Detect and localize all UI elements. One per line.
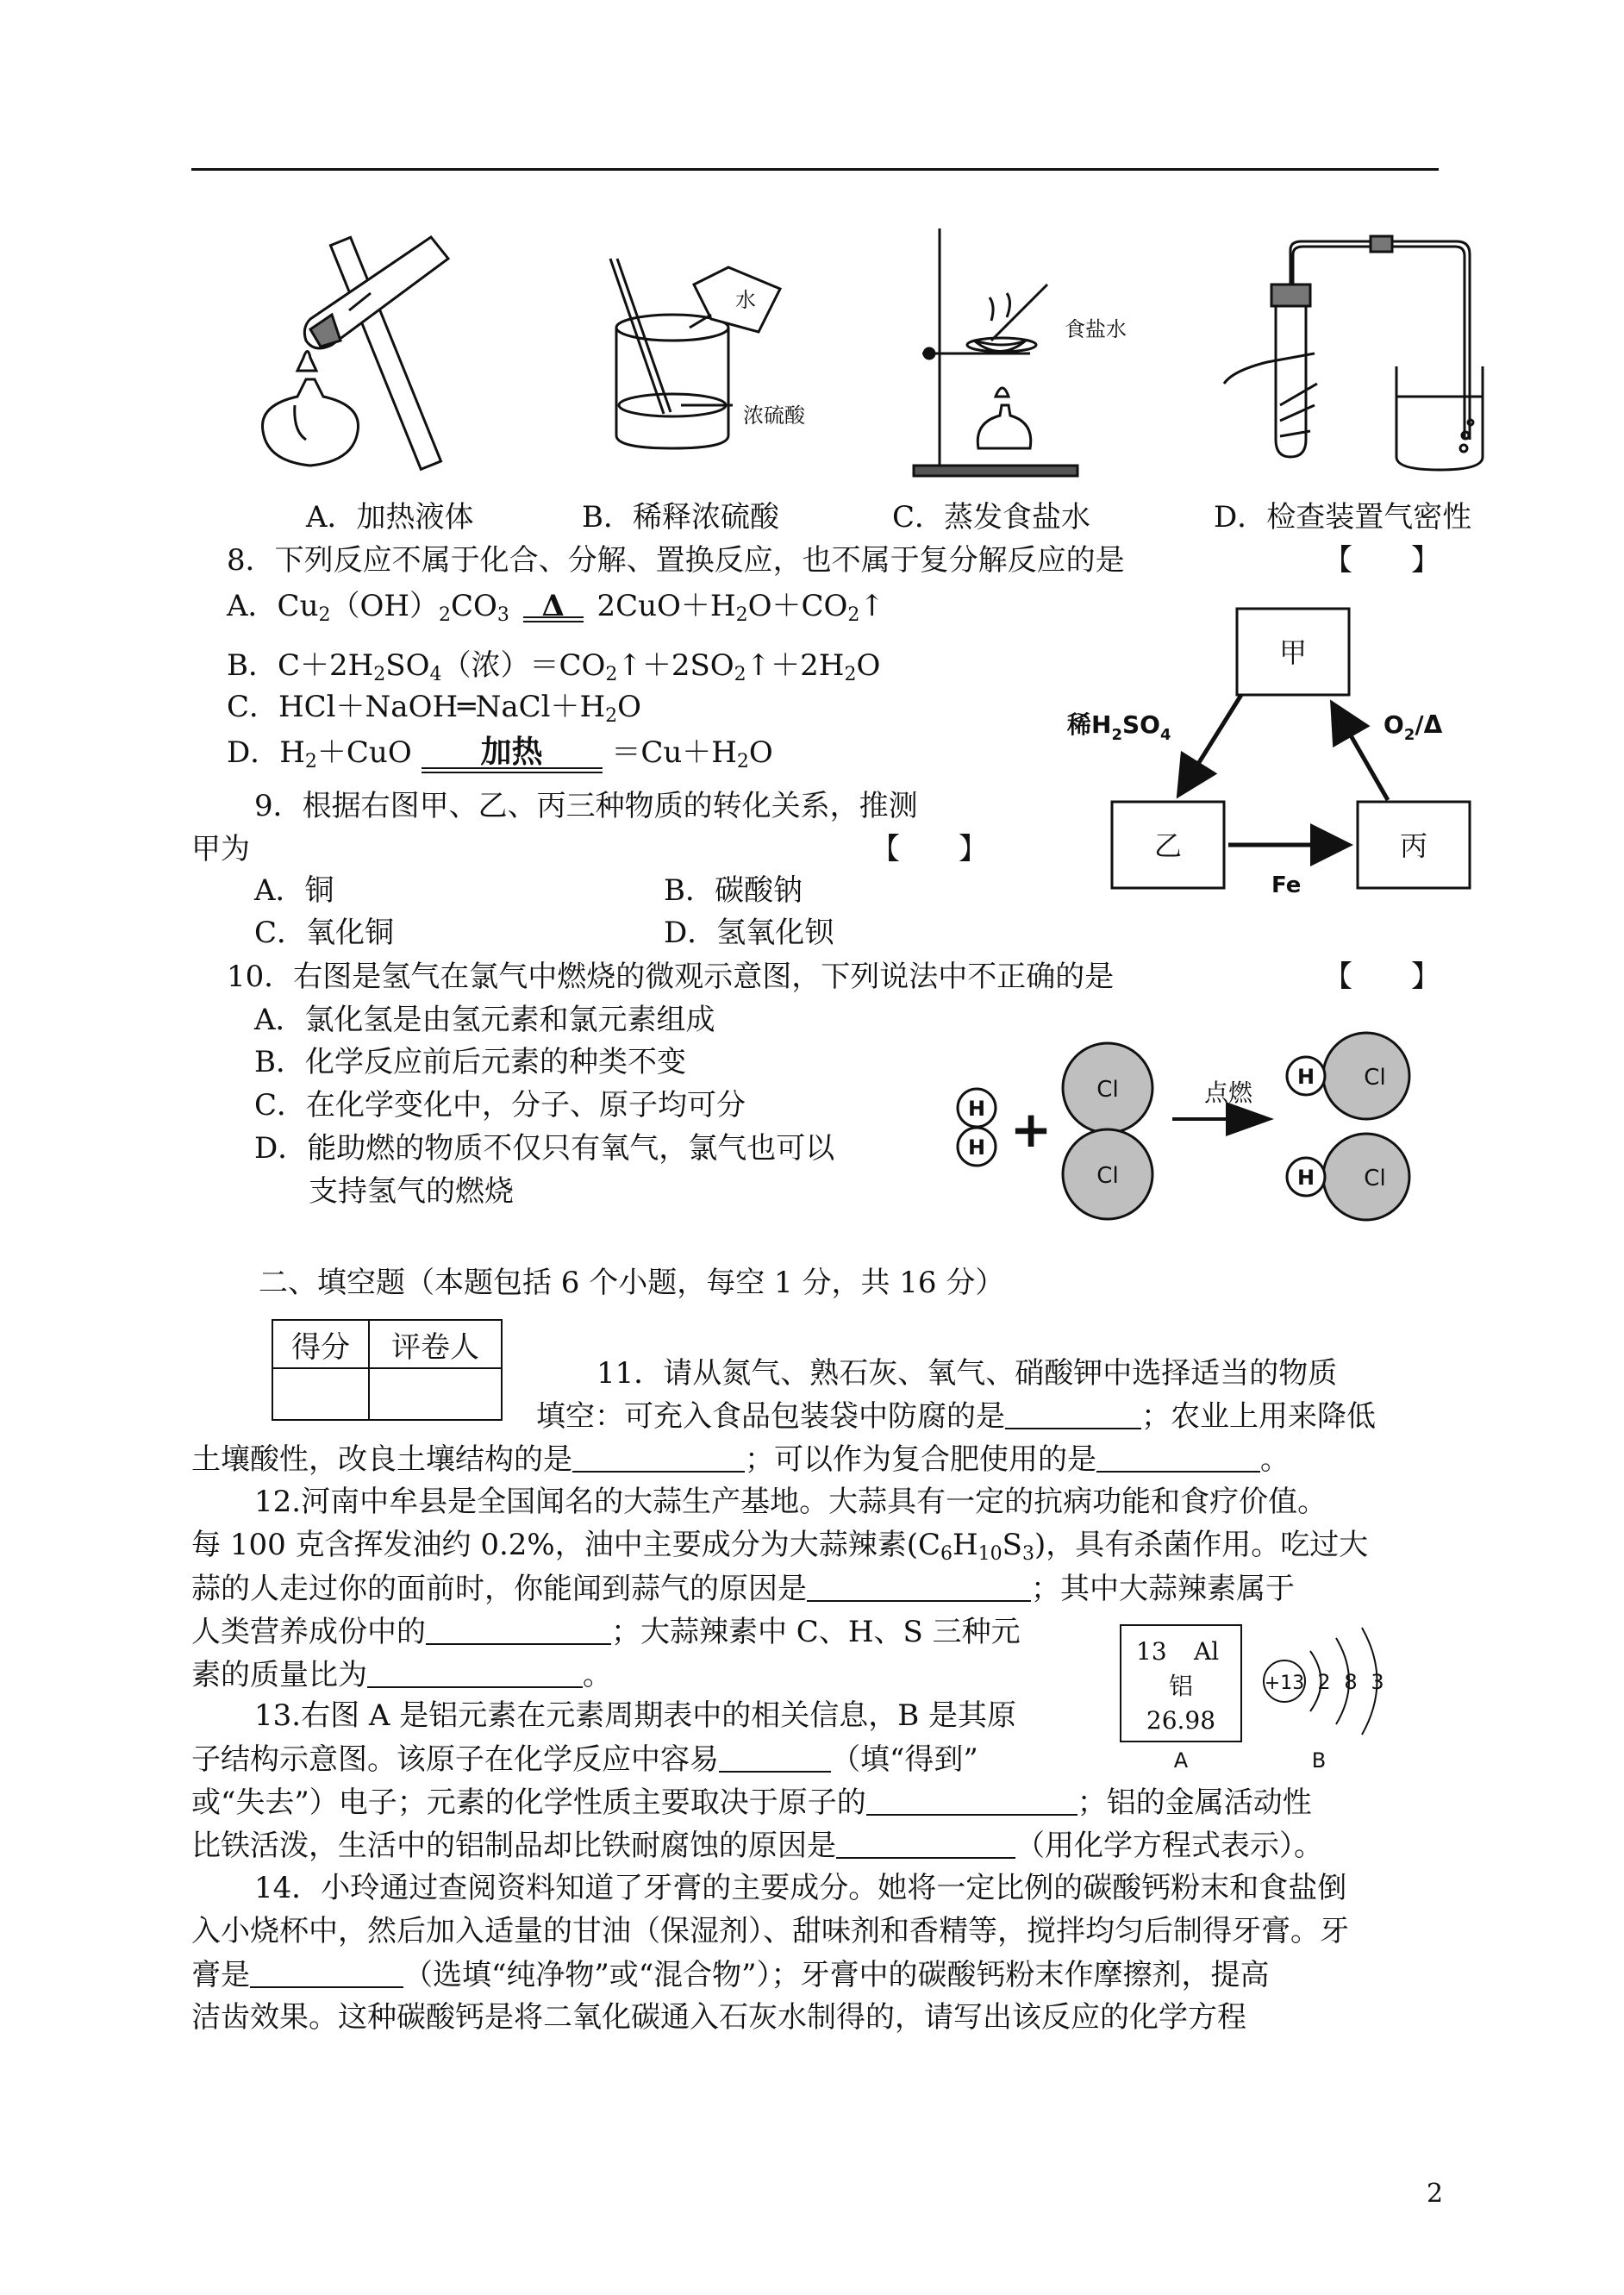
q10-option-d-line1: D．能助燃的物质不仅只有氧气，氯气也可以 xyxy=(254,1131,835,1166)
cl-atom-1-label: Cl xyxy=(1096,1077,1119,1103)
heat-condition-d: 加热 xyxy=(422,735,603,770)
box-yi-label: 乙 xyxy=(1153,829,1183,862)
q10-option-a: A．氯化氢是由氢元素和氯元素组成 xyxy=(254,1003,715,1037)
q9-stem-line2: 甲为 xyxy=(191,832,250,866)
figure-label-a: A xyxy=(1173,1748,1189,1773)
q11-line3: 土壤酸性，改良土壤结构的是 ；可以作为复合肥使用的是 。 xyxy=(191,1442,1290,1477)
q14-line4: 洁齿效果。这种碳酸钙是将二氧化碳通入石灰水制得的，请写出该反应的化学方程 xyxy=(191,2000,1246,2035)
element-mass: 26.98 xyxy=(1146,1706,1216,1735)
shell-3-count: 3 xyxy=(1371,1670,1384,1694)
q13-line3: 或“失去”）电子；元素的化学性质主要取决于原子的 ；铝的金属活动性 xyxy=(191,1785,1312,1820)
h-atom-2-label: H xyxy=(967,1135,986,1160)
q13-line4: 比铁活泼，生活中的铝制品却比铁耐腐蚀的原因是 （用化学方程式表示）。 xyxy=(191,1829,1323,1863)
q9-stem-line1: 9．根据右图甲、乙、丙三种物质的转化关系，推测 xyxy=(254,789,918,823)
o2-label: $O_2/\Delta$ xyxy=(1384,710,1443,744)
q11-line2: 填空：可充入食品包装袋中防腐的是 ；农业上用来降低 xyxy=(536,1399,1376,1434)
q10-bracket: 【 】 xyxy=(1323,960,1440,994)
q14-line2: 入小烧杯中，然后加入适量的甘油（保湿剂）、甜味剂和香精等，搅拌均匀后制得牙膏。牙 xyxy=(191,1914,1349,1948)
heat-condition: Δ xyxy=(519,589,588,623)
q11-line1: 11．请从氮气、熟石灰、氧气、硝酸钾中选择适当的物质 xyxy=(597,1356,1338,1391)
q12-line5: 素的质量比为 。 xyxy=(191,1658,612,1692)
h-atom-1-label: H xyxy=(967,1097,986,1121)
ignite-label: 点燃 xyxy=(1203,1079,1253,1107)
q8-bracket: 【 】 xyxy=(1323,543,1440,578)
q13-line2: 子结构示意图。该原子在化学反应中容易 （填“得到” xyxy=(191,1742,978,1777)
shell-1-count: 2 xyxy=(1317,1670,1331,1694)
option-b-label: B．稀释浓硫酸 xyxy=(582,500,779,535)
shell-2-count: 8 xyxy=(1344,1670,1358,1694)
q9-bracket: 【 】 xyxy=(871,832,988,866)
element-symbol: Al xyxy=(1194,1637,1220,1666)
hcl-2-h-label: H xyxy=(1296,1166,1315,1190)
q14-blank-1[interactable] xyxy=(250,1957,403,1988)
figure-label-b: B xyxy=(1311,1748,1327,1773)
q12-line3: 蒜的人走过你的面前时，你能闻到蒜气的原因是 ；其中大蒜辣素属于 xyxy=(191,1572,1295,1606)
salt-water-label: 食盐水 xyxy=(1065,317,1127,341)
q10-option-b: B．化学反应前后元素的种类不变 xyxy=(254,1045,686,1079)
element-name: 铝 xyxy=(1168,1672,1194,1700)
hcl-2-cl-label: Cl xyxy=(1364,1166,1386,1191)
q12-line1: 12.河南中牟县是全国闻名的大蒜生产基地。大蒜具有一定的抗病功能和食疗价值。 xyxy=(254,1485,1327,1519)
q9-option-d: D．氢氧化钡 xyxy=(664,916,834,950)
box-bing-label: 丙 xyxy=(1399,829,1428,862)
nucleus-charge: +13 xyxy=(1264,1673,1305,1694)
q10-option-c: C．在化学变化中，分子、原子均可分 xyxy=(254,1088,746,1122)
fe-label: Fe xyxy=(1271,872,1302,898)
q8-option-c: C．$HCl+NaOH═NaCl+H_2O$ xyxy=(227,690,642,727)
score-head: 得分 xyxy=(272,1320,369,1368)
section2-title: 二、填空题（本题包括 6 个小题，每空 1 分，共 16 分） xyxy=(259,1266,1005,1300)
q9-option-c: C．氧化铜 xyxy=(254,916,395,950)
page-number: 2 xyxy=(1427,2179,1444,2209)
q8-option-d: D．$H_2+CuO$ 加热 $=Cu+H_2O$ xyxy=(227,734,773,772)
q9-option-a: A．铜 xyxy=(254,873,334,908)
q12-line2: 每 100 克含挥发油约 0.2%，油中主要成分为大蒜辣素$(C_6H_{10}S_3)$，具有杀菌作用。吃过大 xyxy=(191,1528,1369,1565)
q13-line1: 13.右图 A 是铝元素在元素周期表中的相关信息，B 是其原 xyxy=(254,1698,1017,1733)
water-label: 水 xyxy=(735,288,756,312)
hcl-1-h-label: H xyxy=(1296,1065,1315,1089)
element-number: 13 xyxy=(1136,1637,1167,1666)
plus-sign: + xyxy=(1009,1100,1052,1159)
q10-option-d-line2: 支持氢气的燃烧 xyxy=(309,1174,514,1209)
option-d-label: D．检查装置气密性 xyxy=(1214,500,1472,535)
q13-blank-3[interactable] xyxy=(836,1828,1015,1859)
q14-line1: 14．小玲通过查阅资料知道了牙膏的主要成分。她将一定比例的碳酸钙粉末和食盐倒 xyxy=(254,1871,1347,1905)
hcl-1-cl-label: Cl xyxy=(1364,1065,1386,1091)
box-jia-label: 甲 xyxy=(1278,636,1308,669)
conc-acid-label: 浓硫酸 xyxy=(743,403,805,428)
q10-stem: 10．右图是氢气在氯气中燃烧的微观示意图，下列说法中不正确的是 xyxy=(227,960,1115,994)
q8-option-a: A．$Cu_2(OH)_2CO_3$ Δ $2CuO+H_2O+CO_2↑$ xyxy=(227,589,884,626)
grader-head: 评卷人 xyxy=(369,1320,502,1368)
option-a-label: A．加热液体 xyxy=(306,500,474,535)
q12-line4: 人类营养成份中的 ；大蒜辣素中 C、H、S 三种元 xyxy=(191,1615,1021,1649)
q8-stem: 8．下列反应不属于化合、分解、置换反应，也不属于复分解反应的是 xyxy=(227,543,1125,578)
cl-atom-2-label: Cl xyxy=(1096,1163,1119,1189)
q9-option-b: B．碳酸钠 xyxy=(664,873,803,908)
option-c-label: C．蒸发食盐水 xyxy=(892,500,1091,535)
q8-option-b: B．$C+2H_2SO_4$（浓）$=CO_2↑+2SO_2↑+2H_2O$ xyxy=(227,648,881,685)
q14-line3: 膏是 （选填“纯净物”或“混合物”）；牙膏中的碳酸钙粉末作摩擦剂，提高 xyxy=(191,1958,1270,1992)
acid-label: 稀$H_2SO_4$ xyxy=(1067,710,1171,744)
